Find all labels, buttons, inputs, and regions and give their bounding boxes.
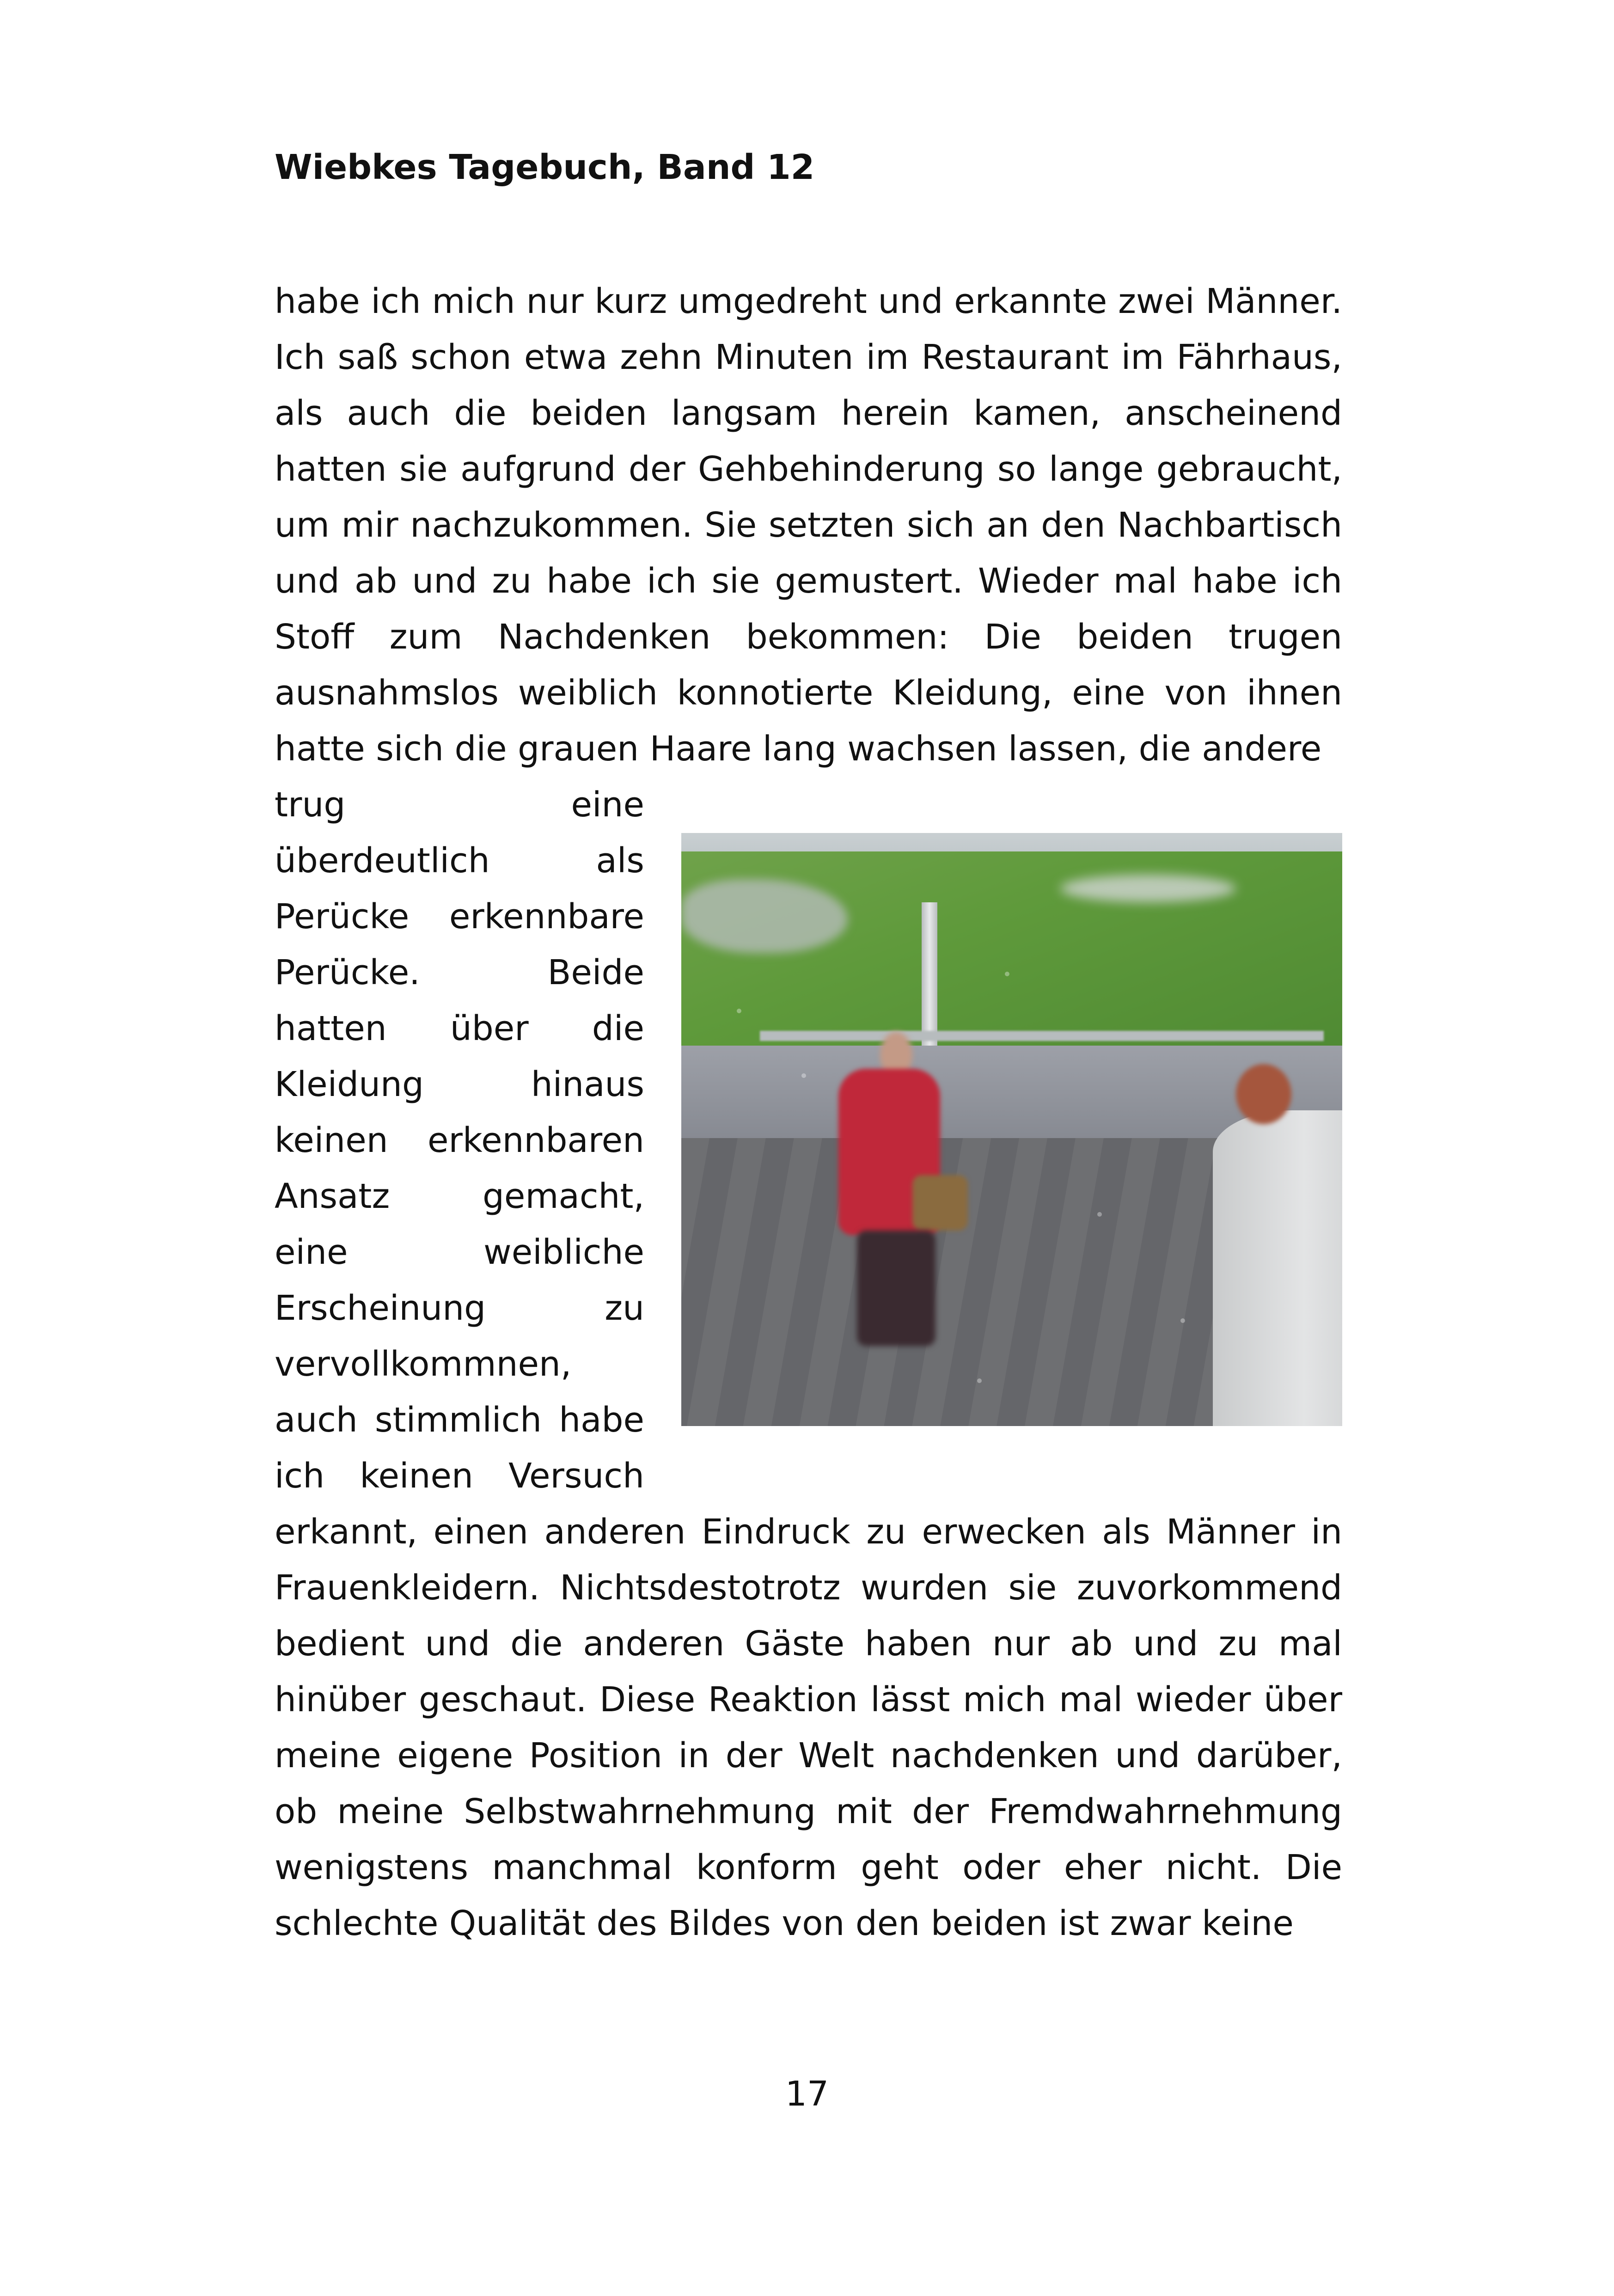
running-header: Wiebkes Tagebuch, Band 12 — [275, 147, 815, 187]
photo-puddle — [1060, 875, 1236, 902]
photo-raindrop — [977, 1378, 982, 1383]
photo-raindrop — [1005, 972, 1009, 976]
photo-railing — [760, 1031, 1324, 1041]
photo-raindrop — [801, 1073, 806, 1078]
photo-raindrop — [737, 1009, 741, 1013]
body-text — [275, 274, 1342, 1952]
paragraph-around-photo: trug eine überdeutlich als Perücke erkennbare Perücke. Beide hatten über die Kleidung hinaus keinen erkennbaren Ansatz gemacht, eine weibliche Erscheinung zu vervollkommnen, auch stimmlich habe ich keinen Versuch erkannt, einen anderen Eindruck zu erwecken als Männer in Frauenkleidern. Nichtsdestotrotz wurden sie zuvorkommend bedient und die anderen Gäste haben nur ab und zu mal hinüber geschaut. Diese Reaktion lässt mich mal wieder über meine eigene Position in der Welt nachdenken und darüber, ob meine Selbstwahrnehmung mit der Fremdwahrnehmung wenigstens manchmal konform geht oder eher nicht. Die schlechte Qualität des Bildes von den beiden ist zwar keine — [275, 785, 1342, 1943]
photo-person-legs — [857, 1231, 935, 1346]
photo-raindrop — [1097, 1212, 1102, 1217]
photo-second-person-head — [1236, 1064, 1291, 1124]
page-number: 17 — [785, 2074, 829, 2114]
float-wrap — [275, 777, 1342, 1952]
photo-pillar — [1213, 1110, 1342, 1426]
photo-raindrop — [1180, 1318, 1185, 1323]
photo-bag — [912, 1175, 968, 1231]
paragraph-top: habe ich mich nur kurz umgedreht und erkannte zwei Männer. Ich saß schon etwa zehn Minuten im Restaurant im Fährhaus, als auch die beiden langsam herein kamen, anscheinend hatten sie aufgrund der Gehbehinderung so lange gebraucht, um mir nachzukommen. Sie setzten sich an den Nachbartisch und ab und zu habe ich sie gemustert. Wieder mal habe ich Stoff zum Nachdenken bekommen: Die beiden trugen ausnahmslos weiblich konnotierte Kleidung, eine von ihnen hatte sich die grauen Haare lang wachsen lassen, die andere — [275, 282, 1342, 769]
photo-two-people-outside — [681, 833, 1342, 1426]
